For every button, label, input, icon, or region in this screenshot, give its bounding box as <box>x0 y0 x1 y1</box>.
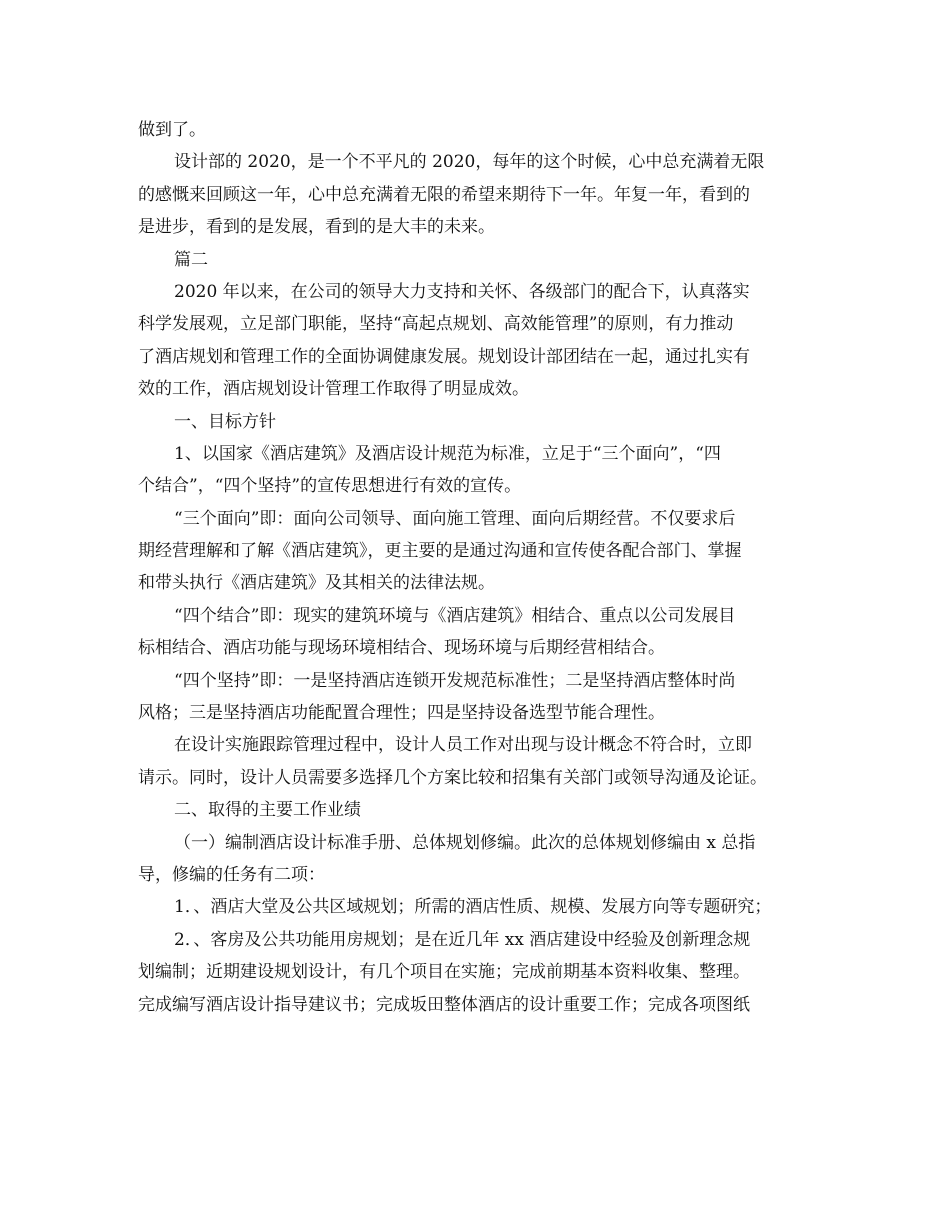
text-line: （一）编制酒店设计标准手册、总体规划修编。此次的总体规划修编由 x 总指 <box>174 832 756 853</box>
text-line: 的感慨来回顾这一年，心中总充满着无限的希望来期待下一年。年复一年，看到的 <box>138 184 750 205</box>
text-line: 了酒店规划和管理工作的全面协调健康发展。规划设计部团结在一起，通过扎实有 <box>138 346 750 367</box>
text-line: 请示。同时，设计人员需要多选择几个方案比较和招集有关部门或领导沟通及论证。 <box>138 767 767 788</box>
text-line: 效的工作，酒店规划设计管理工作取得了明显成效。 <box>138 379 529 400</box>
text-line: 2．、客房及公共功能用房规划；是在近几年 xx 酒店建设中经验及创新理念规 <box>174 929 751 950</box>
text-line: 和带头执行《酒店建筑》及其相关的法律法规。 <box>138 573 495 594</box>
text-line: 风格；三是坚持酒店功能配置合理性；四是坚持设备选型节能合理性。 <box>138 703 665 724</box>
text-line: 划编制；近期建设规划设计，有几个项目在实施；完成前期基本资料收集、整理。 <box>138 962 750 983</box>
text-line: 二、取得的主要工作业绩 <box>174 800 361 821</box>
text-line: 导，修编的任务有二项： <box>138 864 325 885</box>
text-line: 篇二 <box>174 249 208 270</box>
text-line: 做到了。 <box>138 120 206 140</box>
text-line: 在设计实施跟踪管理过程中，设计人员工作对出现与设计概念不符合时，立即 <box>174 735 752 756</box>
text-line: 是进步，看到的是发展，看到的是大丰的未来。 <box>138 217 495 238</box>
text-line: “三个面向”即：面向公司领导、面向施工管理、面向后期经营。不仅要求后 <box>174 508 736 529</box>
text-line: “四个结合”即：现实的建筑环境与《酒店建筑》相结合、重点以公司发展目 <box>174 605 736 626</box>
document-body <box>138 114 814 1021</box>
text-line: 一、目标方针 <box>174 411 276 432</box>
text-line: 1．、酒店大堂及公共区域规划；所需的酒店性质、规模、发展方向等专题研究； <box>174 897 772 918</box>
text-line: 标相结合、酒店功能与现场环境相结合、现场环境与后期经营相结合。 <box>138 638 665 659</box>
text-line: 2020 年以来，在公司的领导大力支持和关怀、各级部门的配合下，认真落实 <box>174 281 750 302</box>
text-line: “四个坚持”即：一是坚持酒店连锁开发规范标准性；二是坚持酒店整体时尚 <box>174 670 736 691</box>
text-line: 设计部的 2020，是一个不平凡的 2020，每年的这个时候，心中总充满着无限 <box>174 152 765 173</box>
text-line: 1、以国家《酒店建筑》及酒店设计规范为标准，立足于“三个面向”，“四 <box>174 443 721 464</box>
text-line: 科学发展观，立足部门职能，坚持“高起点规划、高效能管理”的原则，有力推动 <box>138 314 734 335</box>
text-line: 个结合”，“四个坚持”的宣传思想进行有效的宣传。 <box>138 476 522 497</box>
text-line: 完成编写酒店设计指导建议书；完成坂田整体酒店的设计重要工作；完成各项图纸 <box>138 994 750 1015</box>
text-line: 期经营理解和了解《酒店建筑》，更主要的是通过沟通和宣传使各配合部门、掌握 <box>138 541 742 562</box>
